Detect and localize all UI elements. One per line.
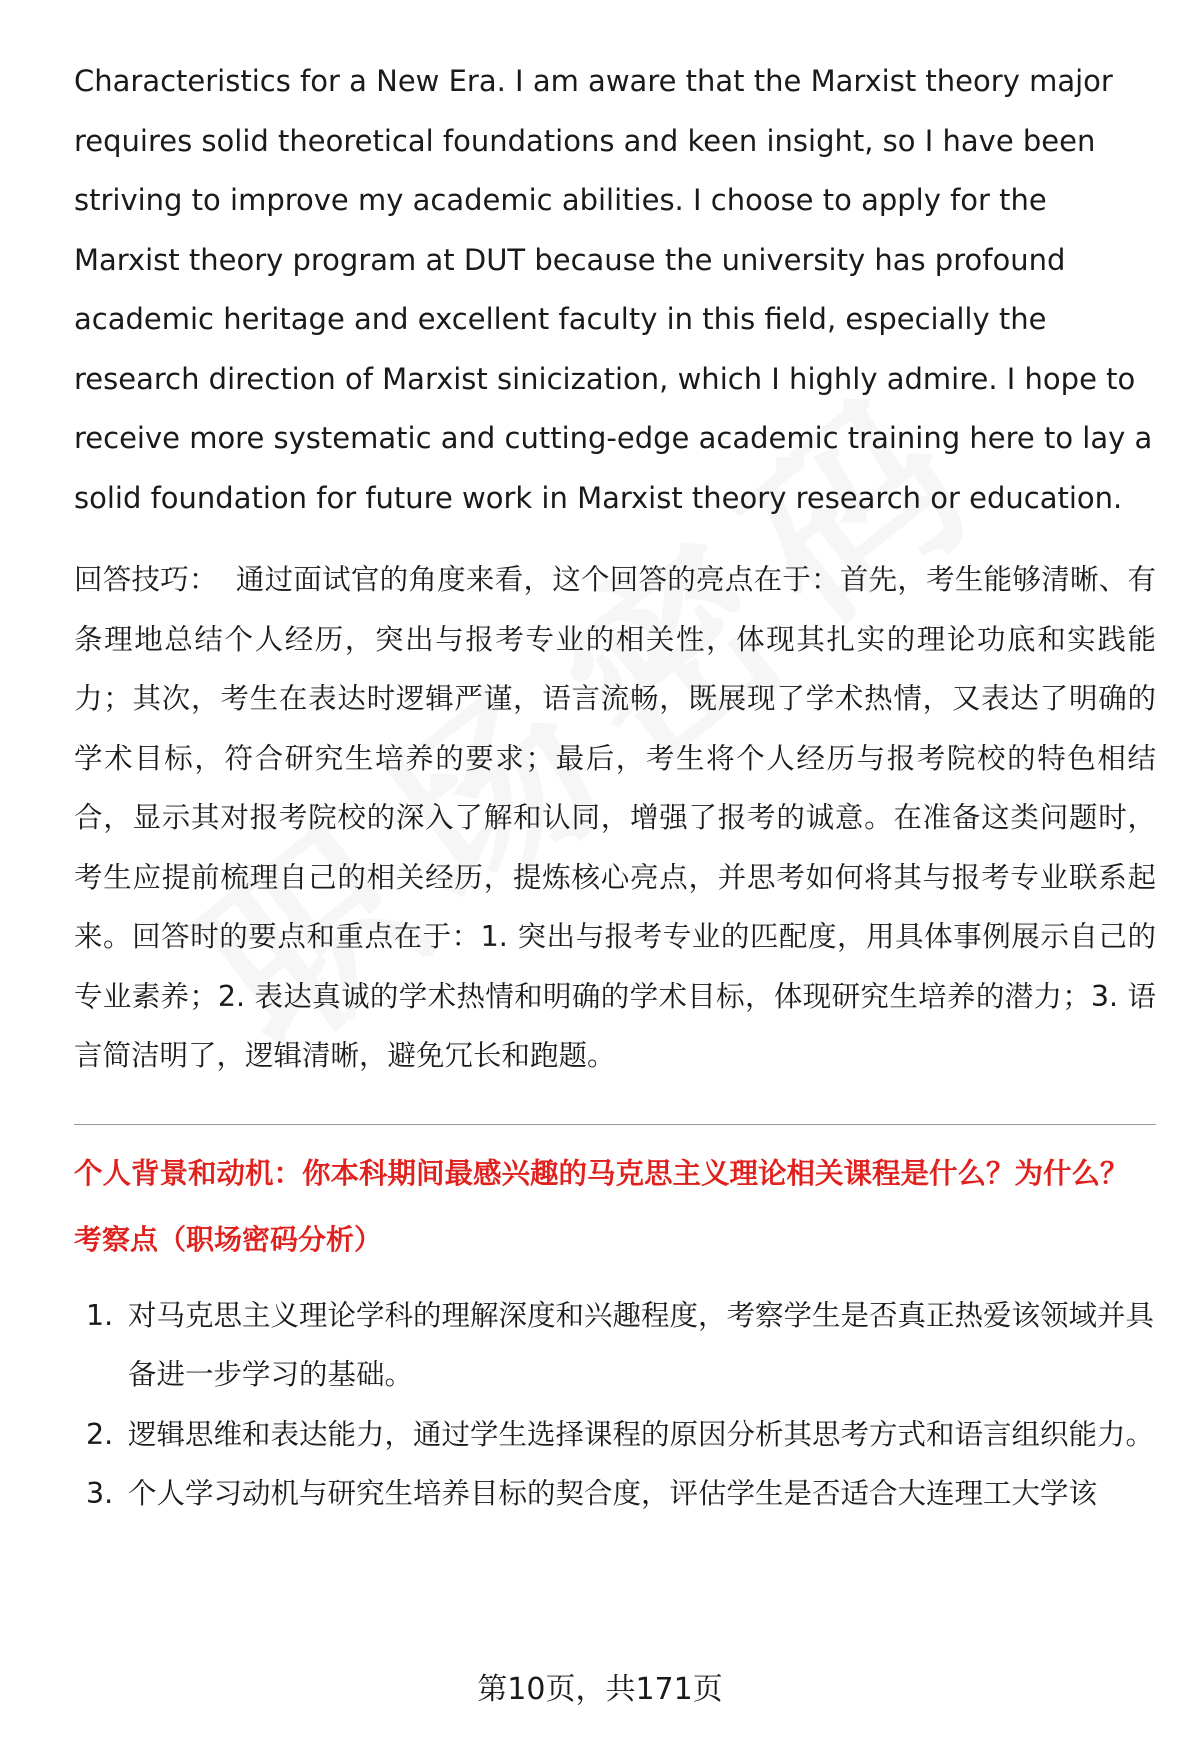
point-text: 个人学习动机与研究生培养目标的契合度，评估学生是否适合大连理工大学该 <box>128 1477 1098 1510</box>
point-text: 逻辑思维和表达能力，通过学生选择课程的原因分析其思考方式和语言组织能力。 <box>128 1417 1155 1451</box>
point-text: 对马克思主义理论学科的理解深度和兴趣程度，考察学生是否真正热爱该领域并具备进一步学习的基础。 <box>128 1298 1155 1391</box>
point-number: 3. <box>86 1477 114 1510</box>
assessment-point-3 <box>74 1464 1156 1524</box>
answer-tips <box>74 550 1156 1086</box>
answer-paragraph: Characteristics for a New Era. I am aware that the Marxist theory major requires solid theoretical foundations and keen insight, so I have been striving to improve my academic abilities. I choose to apply for the Marxist theory program at DUT because the university has profound academic heritage and excellent faculty in this field, especially the research direction of Marxist sinicization, which I highly admire. I hope to receive more systematic and cutting-edge academic training here to lay a solid foundation for future work in Marxist theory research or education. <box>74 64 1153 515</box>
page-number: 第10页，共171页 <box>477 1672 723 1707</box>
page-footer <box>0 1670 1200 1710</box>
assessment-heading: 考察点（职场密码分析） <box>74 1222 383 1256</box>
document-page <box>74 52 1156 1524</box>
assessment-points <box>74 1286 1156 1524</box>
assessment-point-1 <box>74 1286 1156 1405</box>
answer-tips-label: 回答技巧： <box>74 563 218 596</box>
assessment-point-2 <box>74 1405 1156 1465</box>
answer-tips-text: 通过面试官的角度来看，这个回答的亮点在于：首先，考生能够清晰、有条理地总结个人经历，突出与报考专业的相关性，体现其扎实的理论功底和实践能力；其次，考生在表达时逻辑严谨，语言流畅，既展现了学术热情，又表达了明确的学术目标，符合研究生培养的要求；最后，考生将个人经历与报考院校的特色相结合，显示其对报考院校的深入了解和认同，增强了报考的诚意。在准备这类问题时，考生应提前梳理自己的相关经历，提炼核心亮点，并思考如何将其与报考专业联系起来。回答时的要点和重点在于：1. 突出与报考专业的匹配度，用具体事例展示自己的专业素养；2. 表达真诚的学术热情和明确的学术目标，体现研究生培养的潜力；3. 语言简洁明了，逻辑清晰，避免冗长和跑题。 <box>74 563 1156 1072</box>
section-divider <box>74 1124 1156 1125</box>
question-title: 个人背景和动机：你本科期间最感兴趣的马克思主义理论相关课程是什么？为什么？ <box>74 1156 1129 1190</box>
point-number: 2. <box>86 1417 114 1451</box>
point-number: 1. <box>86 1298 114 1332</box>
